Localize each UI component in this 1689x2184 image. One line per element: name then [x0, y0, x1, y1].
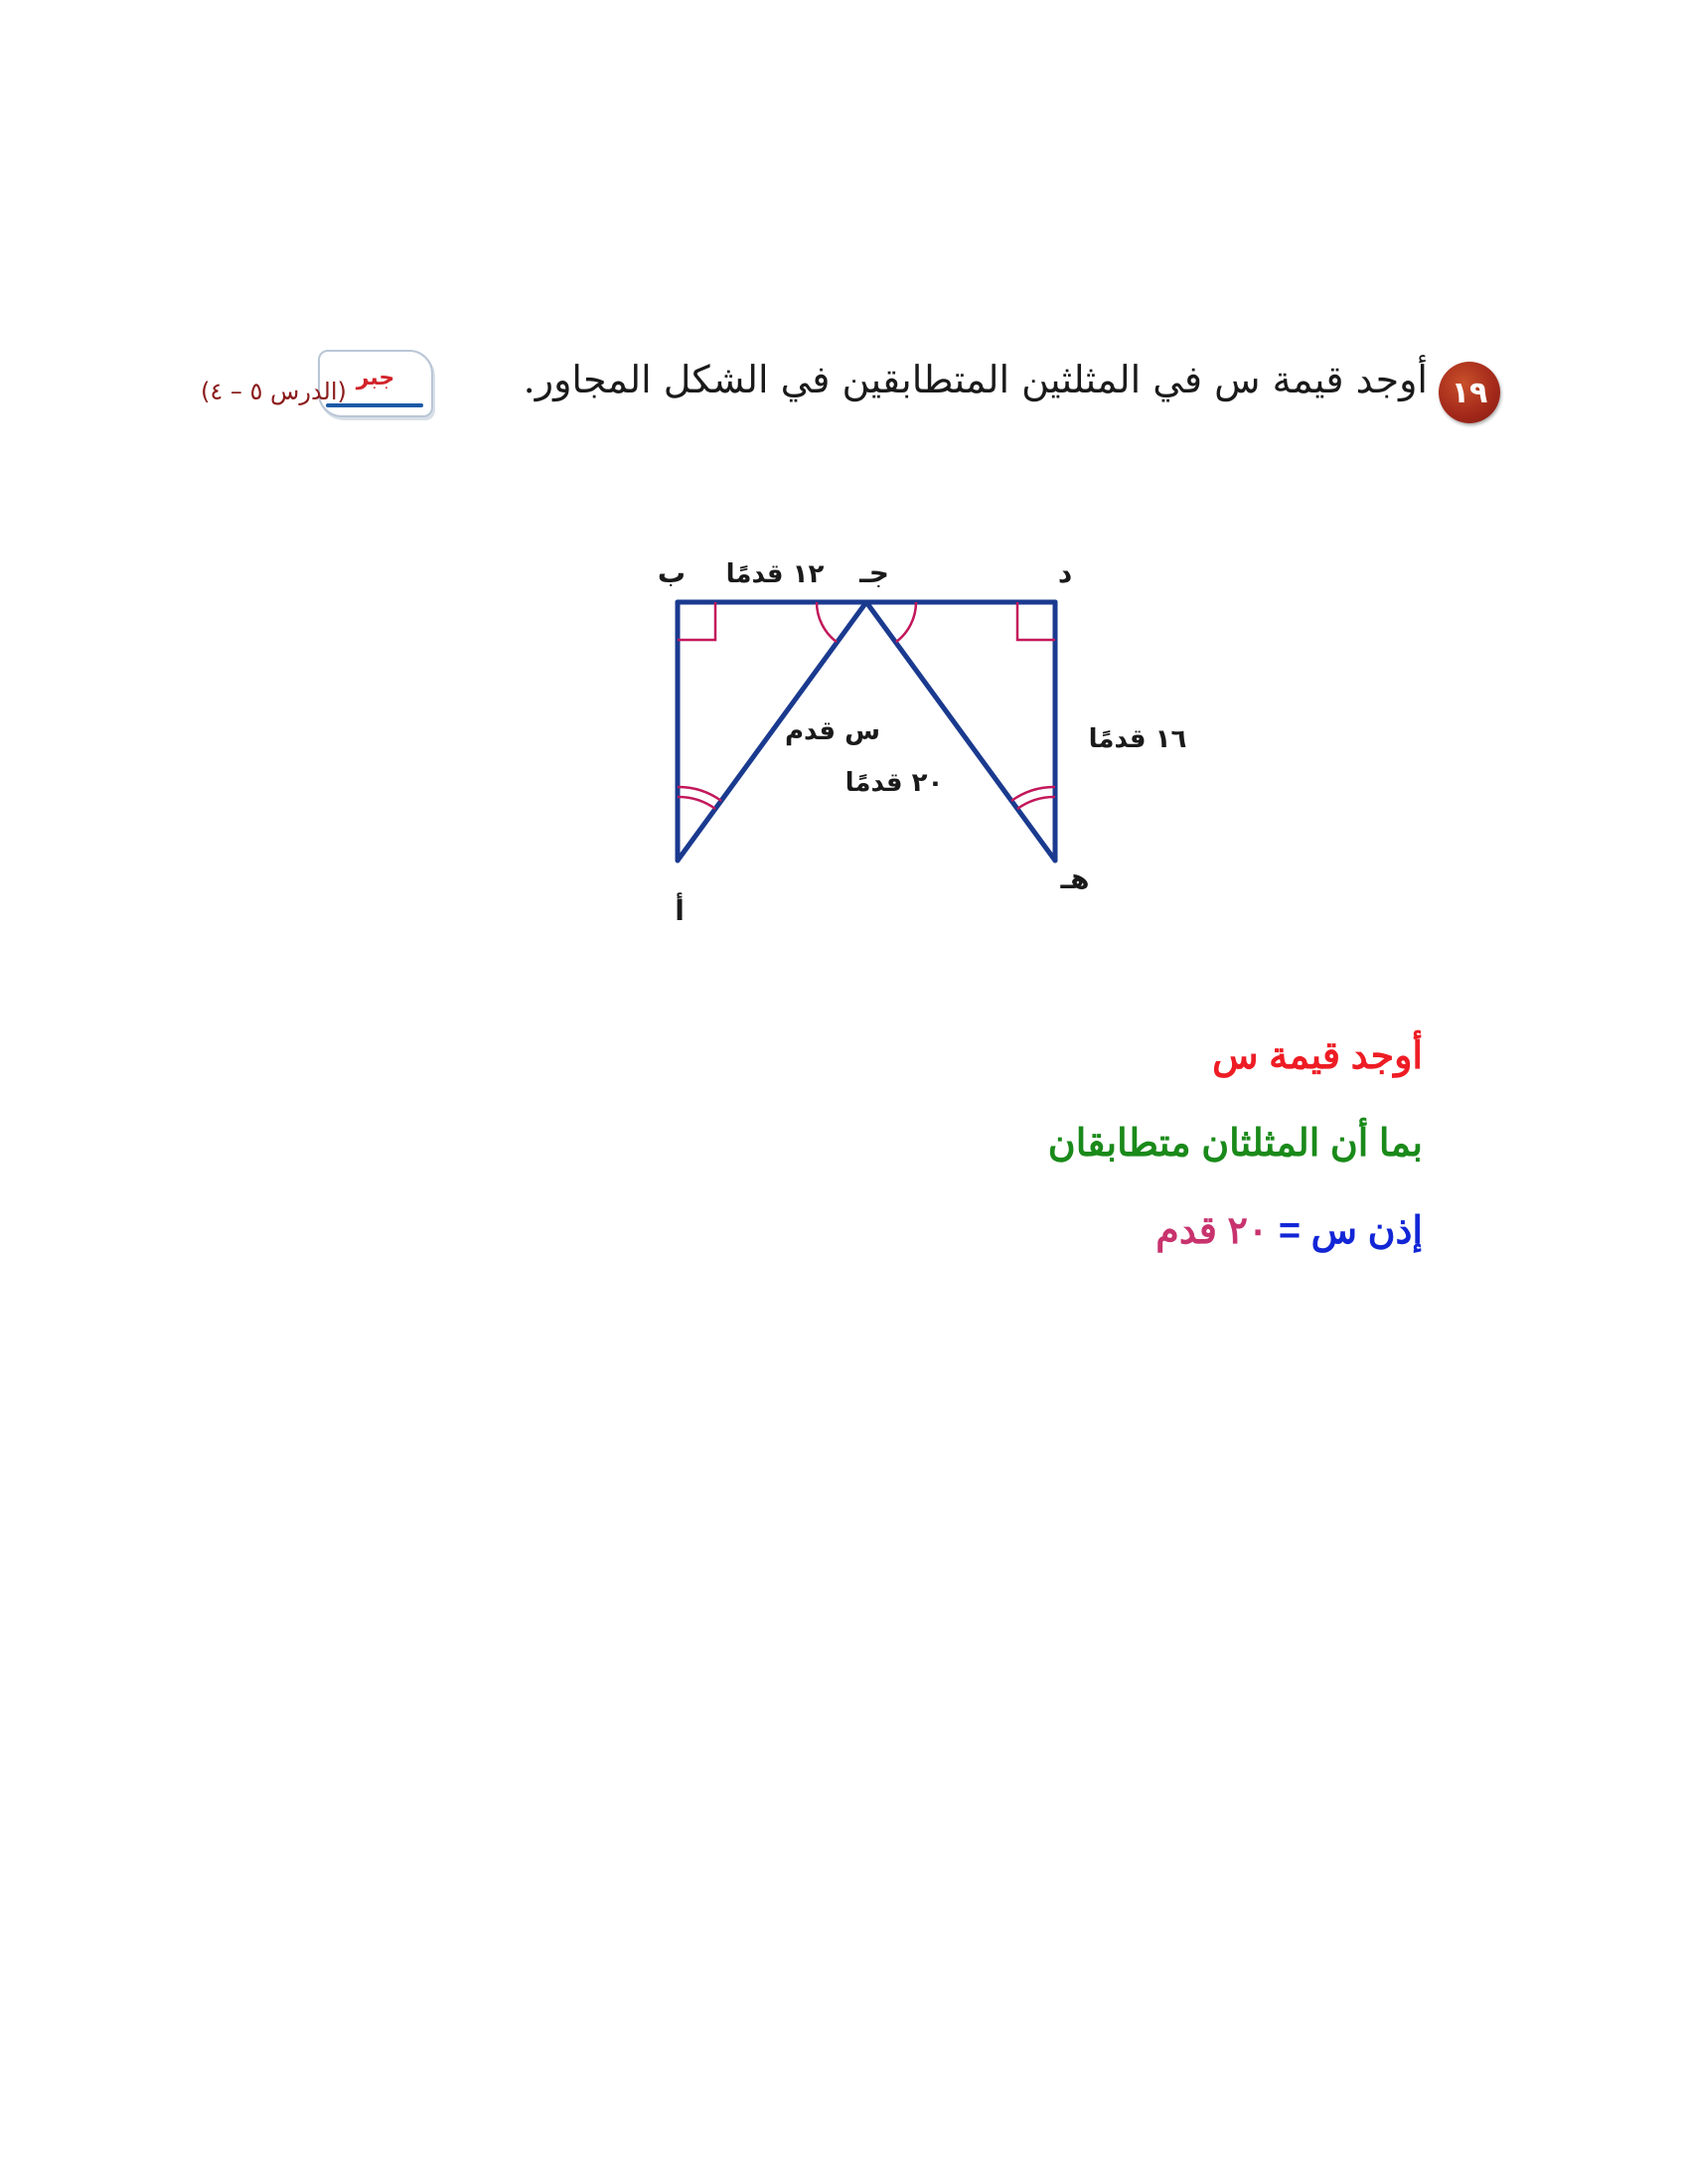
solution-line-3-equals: =: [1278, 1210, 1302, 1252]
side-label-jh: ٢٠ قدمًا: [844, 768, 944, 798]
angle-arc-h-2: [1011, 787, 1055, 801]
angle-arc-a-1: [678, 797, 715, 809]
solution-line-2: بما أن المثلثان متطابقان: [1047, 1123, 1423, 1165]
question-number-badge: [1439, 362, 1500, 423]
side-label-dh: ١٦ قدمًا: [1088, 724, 1187, 754]
vertex-label-d: د: [1057, 556, 1073, 589]
question-number: ١٩: [1451, 375, 1488, 410]
side-label-bj: ١٢ قدمًا: [725, 559, 825, 589]
angle-arc-h-1: [1017, 797, 1055, 809]
right-angle-mark-d: [1017, 602, 1055, 640]
subject-tag-label: جبر: [356, 366, 395, 390]
angle-arc-a-2: [678, 787, 721, 801]
solution-line-3-value: ٢٠ قدم: [1155, 1210, 1269, 1252]
triangles-diagram: [596, 537, 1232, 954]
side-label-x: س قدم: [784, 716, 881, 746]
solution-line-1: أوجد قيمة س: [1212, 1035, 1423, 1077]
angle-arc-j-left: [817, 602, 837, 642]
right-angle-mark-b: [678, 602, 715, 640]
vertex-label-h: هـ: [1060, 862, 1090, 895]
solution-line-3-prefix: إذن س: [1310, 1210, 1423, 1252]
question-text: أوجد قيمة س في المثلثين المتطابقين في الشكل المجاور.: [523, 358, 1428, 401]
lesson-reference: (الدرس ٥ – ٤): [201, 378, 347, 405]
vertex-label-a: أ: [675, 894, 685, 927]
angle-arc-j-right: [896, 602, 916, 642]
solution-line-3: [1155, 1208, 1423, 1253]
vertex-label-b: ب: [657, 556, 687, 589]
vertex-label-j: جـ: [859, 556, 889, 589]
